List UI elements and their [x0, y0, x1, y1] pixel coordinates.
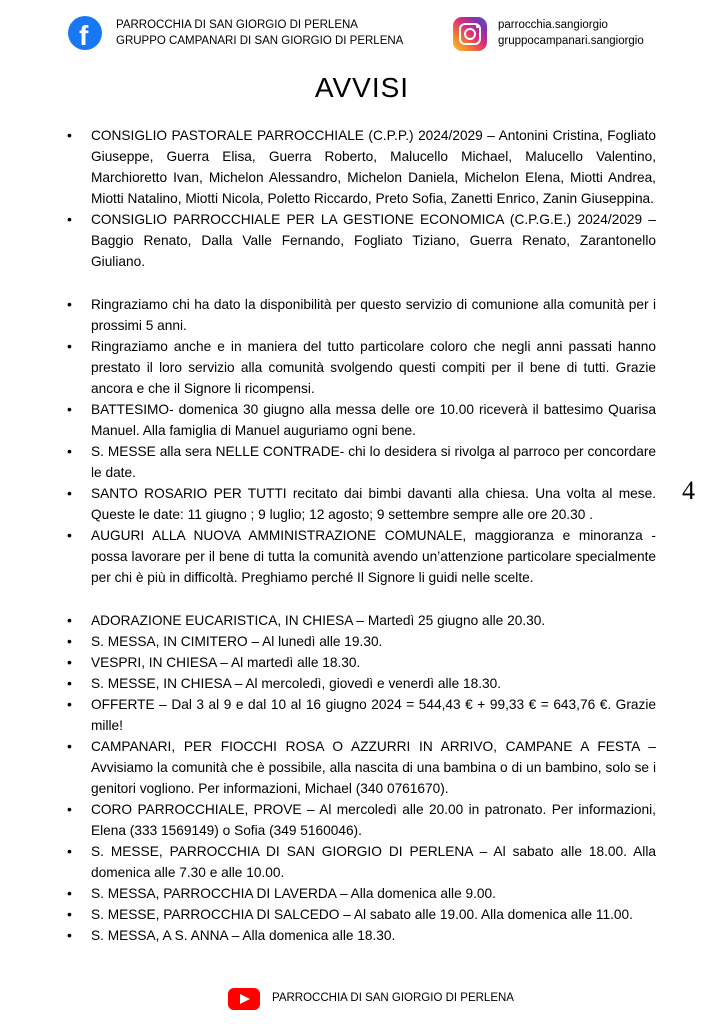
notices-list-2 — [64, 294, 656, 588]
notice-item: • CORO PARROCCHIALE, PROVE – Al mercoledì alle 20.00 in patronato. Per informazioni, Elena (333 1569149) o Sofia (349 5160046). — [64, 799, 656, 841]
notice-item: • OFFERTE – Dal 3 al 9 e dal 10 al 16 giugno 2024 = 544,43 € + 99,33 € = 643,76 €. Grazie mille! — [64, 694, 656, 736]
notice-item: • CAMPANARI, PER FIOCCHI ROSA O AZZURRI IN ARRIVO, CAMPANE A FESTA – Avvisiamo la comunità che è possibile, alla nascita di una bambina o di un bambino, solo se i genitori vogliono. Per informazioni, Michael (340 0761670). — [64, 736, 656, 799]
notice-item: • S. MESSA, PARROCCHIA DI LAVERDA – Alla domenica alle 9.00. — [64, 883, 656, 904]
header-right-text — [498, 17, 644, 49]
notice-item: • VESPRI, IN CHIESA – Al martedì alle 18.30. — [64, 652, 656, 673]
notice-item: • CONSIGLIO PASTORALE PARROCCHIALE (C.P.P.) 2024/2029 – Antonini Cristina, Fogliato Giuseppe, Guerra Elisa, Guerra Roberto, Malucello Michael, Malucello Valentino, Marchioretto Ivan, Michelon Alessandro, Michelon Daniela, Michelon Elena, Miotti Andrea, Miotti Natalino, Miotti Nicola, Poletto Riccardo, Preto Sofia, Zanetti Enrico, Zanin Giuseppina. — [64, 125, 656, 209]
facebook-icon[interactable]: f — [68, 16, 102, 50]
notice-item: • ADORAZIONE EUCARISTICA, IN CHIESA – Martedì 25 giugno alle 20.30. — [64, 610, 656, 631]
instagram-icon[interactable] — [453, 17, 487, 51]
notice-item: • S. MESSE, IN CHIESA – Al mercoledì, giovedì e venerdì alle 18.30. — [64, 673, 656, 694]
footer-channel-name: PARROCCHIA DI SAN GIORGIO DI PERLENA — [272, 992, 514, 1004]
notice-item: • Ringraziamo chi ha dato la disponibilità per questo servizio di comunione alla comunità per i prossimi 5 anni. — [64, 294, 656, 336]
instagram-handle-group: gruppocampanari.sangiorgio — [498, 35, 644, 47]
notice-item: • S. MESSA, A S. ANNA – Alla domenica alle 18.30. — [64, 925, 656, 946]
instagram-handle-parish: parrocchia.sangiorgio — [498, 19, 608, 31]
notice-item: • Ringraziamo anche e in maniera del tutto particolare coloro che negli anni passati hanno prestato il loro servizio alla comunità svolgendo questi compiti per il bene di tutti. Grazie ancora e che il Signore li ricompensi. — [64, 336, 656, 399]
notice-item: • S. MESSA, IN CIMITERO – Al lunedì alle 19.30. — [64, 631, 656, 652]
notice-item: • CONSIGLIO PARROCCHIALE PER LA GESTIONE ECONOMICA (C.P.G.E.) 2024/2029 – Baggio Renato, Dalla Valle Fernando, Fogliato Tiziano, Guerra Renato, Zarantonello Giuliano. — [64, 209, 656, 272]
notices-list-1 — [64, 125, 656, 272]
notices-content — [64, 125, 656, 946]
parish-name: PARROCCHIA DI SAN GIORGIO DI PERLENA — [116, 19, 358, 31]
page-number: 4 — [682, 476, 695, 505]
page-header — [68, 14, 704, 58]
notices-list-3 — [64, 610, 656, 946]
notice-item: • S. MESSE, PARROCCHIA DI SALCEDO – Al sabato alle 19.00. Alla domenica alle 11.00. — [64, 904, 656, 925]
notice-item: • S. MESSE alla sera NELLE CONTRADE- chi lo desidera si rivolga al parroco per concordare le date. — [64, 441, 656, 483]
notice-item: • S. MESSE, PARROCCHIA DI SAN GIORGIO DI PERLENA – Al sabato alle 18.00. Alla domenica alle 7.30 e alle 10.00. — [64, 841, 656, 883]
page-title: AVVISI — [314, 72, 410, 103]
header-left-text — [116, 17, 403, 49]
notice-item: • SANTO ROSARIO PER TUTTI recitato dai bimbi davanti alla chiesa. Una volta al mese. Queste le date: 11 giugno ; 9 luglio; 12 agosto; 9 settembre sempre alle ore 20.30 . — [64, 483, 656, 525]
notice-item: • AUGURI ALLA NUOVA AMMINISTRAZIONE COMUNALE, maggioranza e minoranza - possa lavorare per il bene di tutta la comunità avendo un’attenzione particolare specialmente per chi è più in difficoltà. Preghiamo perché Il Signore li guidi nelle scelte. — [64, 525, 656, 588]
notice-item: • BATTESIMO- domenica 30 giugno alla messa delle ore 10.00 riceverà il battesimo Quarisa Manuel. Alla famiglia di Manuel auguriamo ogni bene. — [64, 399, 656, 441]
bell-ringers-group: GRUPPO CAMPANARI DI SAN GIORGIO DI PERLENA — [116, 35, 404, 47]
youtube-icon[interactable] — [228, 988, 260, 1010]
